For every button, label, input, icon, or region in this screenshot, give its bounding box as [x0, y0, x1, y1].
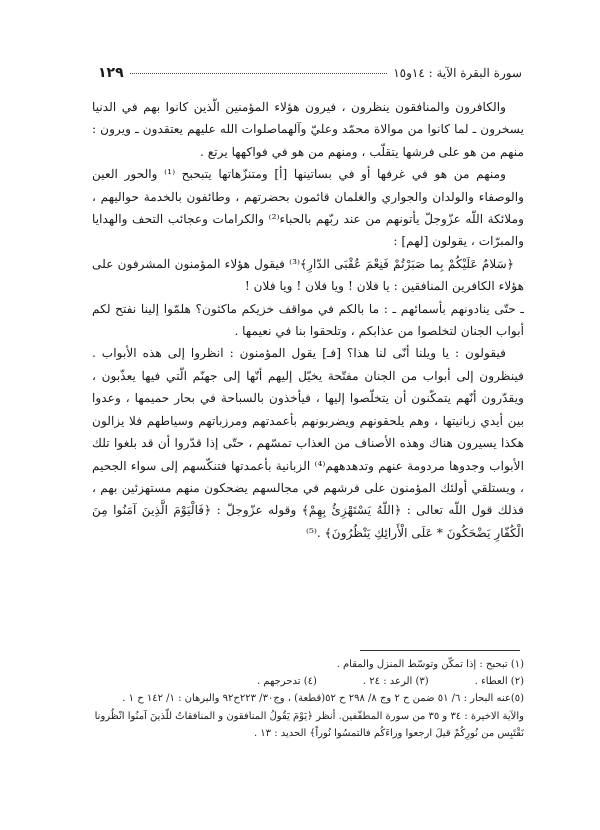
paragraph-1: والكافرون والمنافقون ينظرون ، فيرون هؤلاء المؤمنين الّذين كانوا بهم في الدنيا يسخرون ـ لما كانوا من موالاة محمّد وعليّ وآلهماصلوات الله عليهم يعتقدون ـ ويرون : منهم من هو على فرشها يتقلّب ، ومنهم من هو في فواكهها يرتع . — [92, 100, 524, 159]
running-header — [98, 62, 522, 84]
main-text — [92, 96, 524, 544]
paragraph-2: ومنهم من هو في غرفها أو في بساتينها [أ] ومتنزّهاتها يتبحبح ⁽¹⁾ والحور العين والوصفاء والولدان والجواري والغلمان قائمون بحضرتهم ، وطائفون بالخدمة حواليهم ، وملائكة اللّه عزّوجلّ يأتونهم من عند ربّهم بالحباء⁽²⁾ والكرامات وعجائب التحف والهدايا والمبرّات ، يقولون [لهم] : — [92, 167, 524, 249]
footnote-5: (٥)عنه البحار : ٦/ ٥١ ضمن ح ٢ وج ٨/ ٢٩٨ ح ٥٢(قطعة) ، وج٣٠/ ٢٢٣ح٩٢ والبرهان : ١/ ١٤٢ ح ١ . — [122, 693, 524, 705]
footnote-5-continued: والآية الاخيرة : ٣٤ و ٣٥ من سورة المطفّفين. أنظر ﴿يَوْمَ يَقُولُ المنافقون و المنافقاتُ للّذينَ آمنُوا انْظُرونا نَقْتَبِس من نُورِكُمْ قيلَ ارجعوا وراءَكُم فالتمسُوا نُوراً﴾ الحديد : ١٣ . — [94, 710, 524, 739]
footnote-row-2-4 — [92, 673, 524, 690]
running-title: سورة البقرة الآية : ١٤و١٥ — [393, 66, 522, 80]
footnote-2: (٢) العطاء . — [474, 676, 524, 688]
footnote-1: (١) تبحبح : إذا تمكّن وتوسّط المنزل والمقام . — [336, 659, 524, 670]
footnote-3: (٣) الرعد : ٢٤ . — [362, 676, 429, 688]
header-dotted-rule — [130, 73, 388, 74]
paragraph-4: ـ حتّى ينادونهم بأسمائهم ـ : ما بالكم في مواقف خزيكم ماكثون؟ هلمّوا إلينا نفتح لكم أبواب الجنان لتخلصوا من عذابكم ، وتلحقوا بنا في نعيمها . — [92, 301, 524, 339]
footnote-separator — [360, 650, 520, 651]
footnote-4: (٤) تدحرجهم . — [257, 676, 317, 688]
paragraph-3: ﴿سَلامٌ عَلَيْكُمْ بِما صَبَرْتُمْ فَنِعْمَ عُقْبَى الدّارِ﴾⁽³⁾ فيقول هؤلاء المؤمنون المشرفون على هؤلاء الكافرين المنافقين : يا فلان ! ويا فلان ! ويا فلان ! — [92, 256, 524, 294]
footnotes — [92, 656, 524, 742]
paragraph-5: فيقولون : يا ويلنا أنّى لنا هذا؟ [فـ] يقول المؤمنون : انظروا إلى هذه الأبواب . فينظرون إلى أبواب من الجنان مفتّحة يخيّل إليهم أنّها إلى جهنّم الّتي فيها يعذّبون ، ويقدّرون أنّهم يتمكّنون أن يتخلّصوا إليها ، فيأخذون بالسباحة في بحار حميمها ، وعدوا بين أيدي زبانيتها ، وهم يلحقونهم ويضربونهم بأعمدتهم ومرزباتهم وسياطهم فلا يزالون هكذا يسيرون هناك وهذه الأصناف من العذاب تمسّهم ، حتّى إذا قدّروا أن قد بلغوا تلك الأبواب وجدوها مردومة عنهم وتدهدههم⁽⁴⁾ الزبانية بأعمدتها فتنكّسهم إلى سواء الجحيم ، ويستلقي أولئك المؤمنون على فرشهم في مجالسهم يضحكون منهم مستهزئين بهم ، فذلك قول اللّه تعالى : ﴿اللّهُ يَسْتَهْزِئُ بِهِمْ﴾ وقوله عزّوجلّ : ﴿فَالْيَوْمَ الَّذِينَ آمَنُوا مِنَ الْكُفّارِ يَضْحَكُونَ * عَلَى الْأَرائِكِ يَنْظُرُونَ﴾ .⁽⁵⁾ — [92, 346, 524, 540]
page-number: ١٢٩ — [98, 65, 124, 81]
